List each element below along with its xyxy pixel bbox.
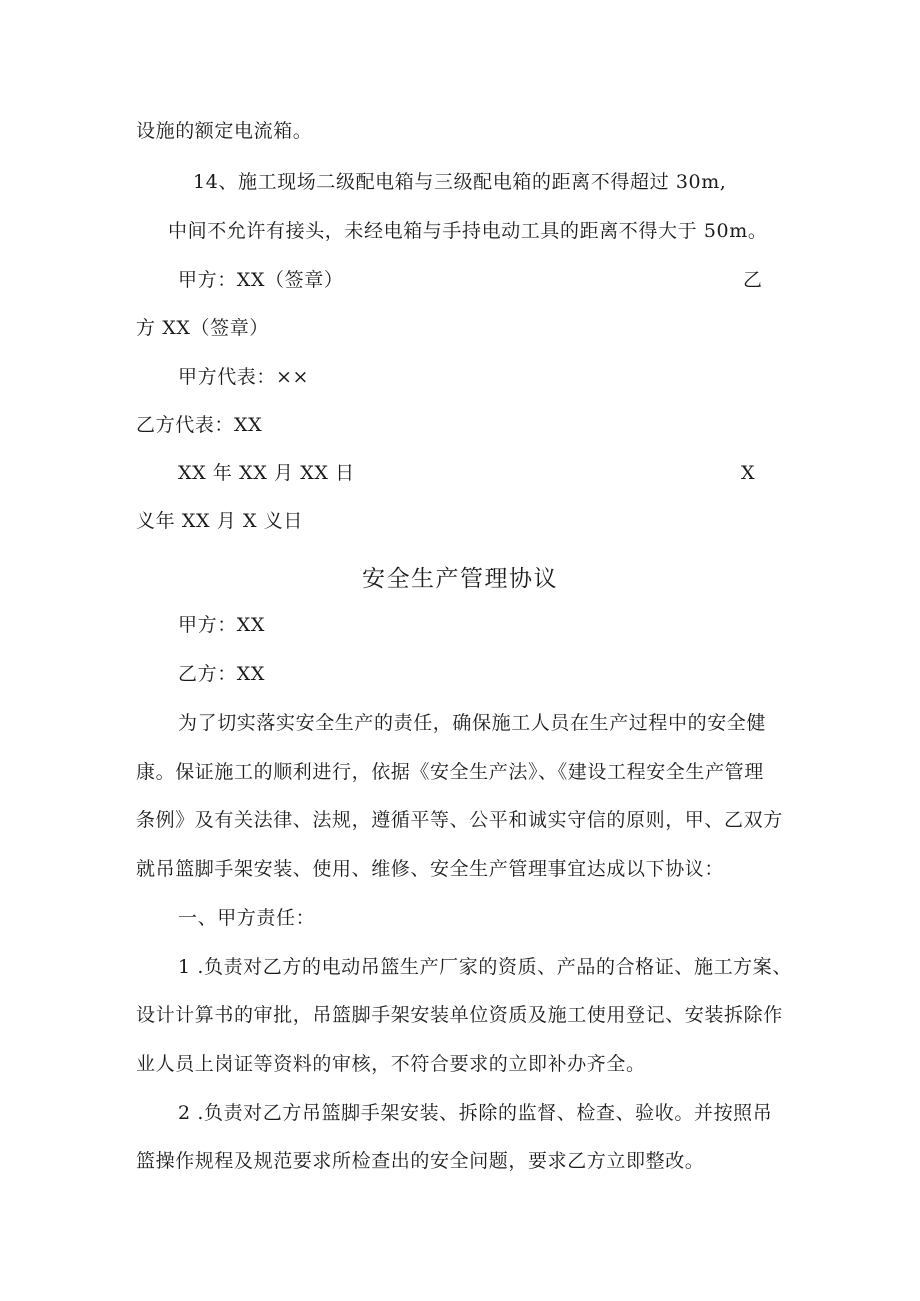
clause-2-line-1: 2 .负责对乙方吊篮脚手架安装、拆除的监督、检查、验收。并按照吊 [178, 1102, 773, 1124]
party-a-date: XX 年 XX 月 XX 日 [178, 462, 355, 484]
agreement-title: 安全生产管理协议 [362, 566, 558, 592]
item-14-line-2: 中间不允许有接头，未经电箱与手持电动工具的距离不得大于 50m。 [168, 220, 768, 242]
agreement-party-b: 乙方：XX [178, 663, 266, 685]
intro-line-1: 为了切实落实安全生产的责任，确保施工人员在生产过程中的安全健 [178, 712, 767, 734]
section-1-heading: 一、甲方责任： [178, 907, 316, 929]
clause-1-line-1: 1 .负责对乙方的电动吊篮生产厂家的资质、产品的合格证、施工方案、 [178, 956, 792, 978]
party-b-date-part2: 义年 XX 月 X 义日 [136, 510, 303, 532]
agreement-party-a: 甲方：XX [178, 614, 266, 636]
party-a-signature-label: 甲方：XX（签章） [178, 269, 344, 291]
clause-2-line-2: 篮操作规程及规范要求所检查出的安全问题，要求乙方立即整改。 [136, 1150, 705, 1172]
item-14-line-1: 14、施工现场二级配电箱与三级配电箱的距离不得超过 30m, [193, 171, 727, 193]
party-b-representative: 乙方代表：XX [136, 414, 263, 436]
clause-1-line-2: 设计计算书的审批，吊篮脚手架安装单位资质及施工使用登记、安装拆除作 [136, 1004, 783, 1026]
party-b-date-part1: X [741, 462, 756, 484]
intro-line-4: 就吊篮脚手架安装、使用、维修、安全生产管理事宜达成以下协议： [136, 858, 725, 880]
party-a-representative: 甲方代表：×× [178, 366, 310, 388]
party-b-signature-label-part1: 乙 [743, 269, 763, 291]
party-b-signature-label-part2: 方 XX（签章） [136, 317, 269, 339]
clause-1-line-3: 业人员上岗证等资料的审核，不符合要求的立即补办齐全。 [136, 1053, 646, 1075]
intro-line-3: 条例》及有关法律、法规，遵循平等、公平和诚实守信的原则，甲、乙双方 [136, 809, 783, 831]
prev-text-line: 设施的额定电流箱。 [136, 120, 313, 142]
intro-line-2: 康。保证施工的顺利进行，依据《安全生产法》、《建设工程安全生产管理 [136, 761, 764, 783]
